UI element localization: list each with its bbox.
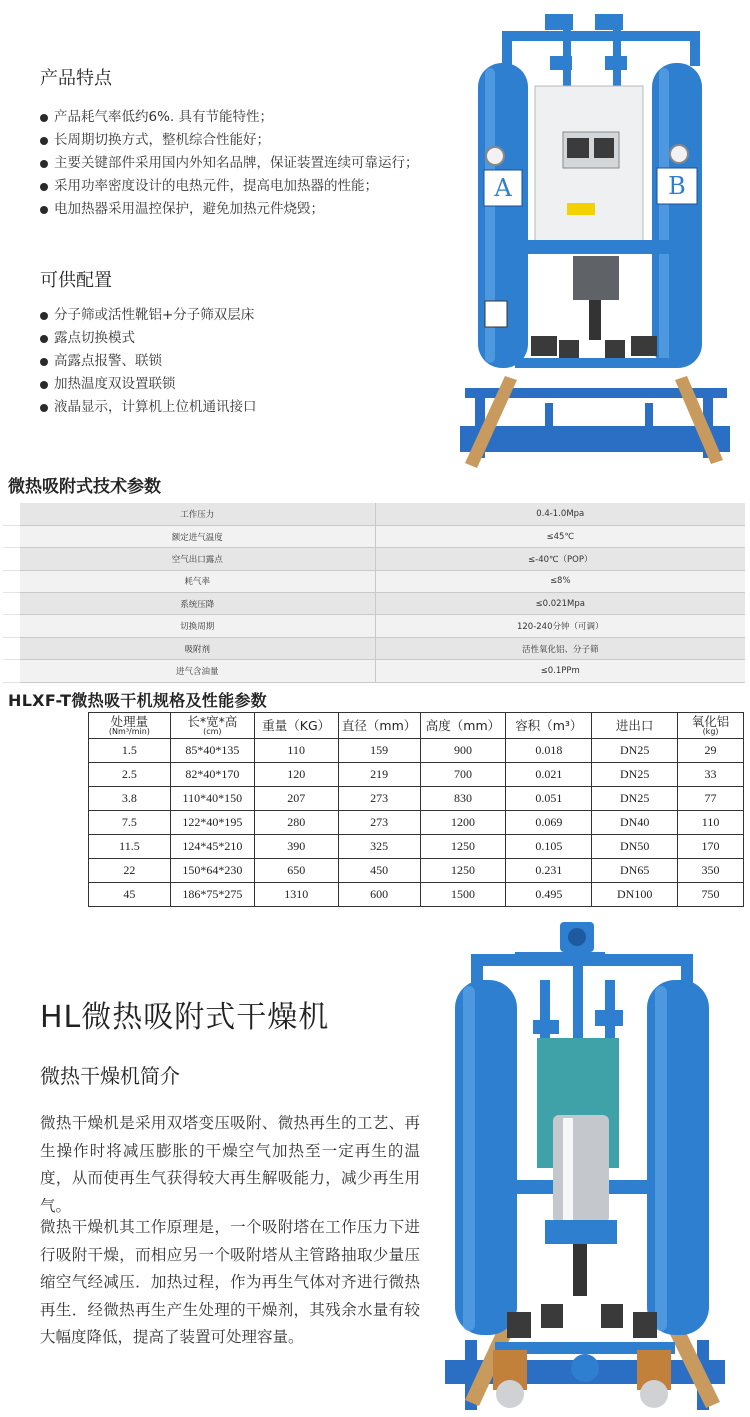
table-cell: 85*40*135 — [170, 739, 254, 763]
dryer-photo-top — [455, 8, 747, 478]
features-title: 产品特点 — [40, 68, 112, 89]
table-cell: 390 — [254, 835, 338, 859]
table-row — [89, 787, 744, 811]
param-value: 活性氧化铝、分子筛 — [375, 637, 745, 659]
table-cell: DN50 — [592, 835, 678, 859]
table-row — [89, 835, 744, 859]
tower-b-label: B — [668, 172, 686, 200]
config-list — [40, 304, 257, 419]
table-row — [3, 548, 745, 570]
table-row — [89, 739, 744, 763]
param-name: 空气出口露点 — [20, 548, 375, 570]
table-cell: 82*40*170 — [170, 763, 254, 787]
list-item: 采用功率密度设计的电热元件，提高电加热器的性能； — [40, 175, 419, 198]
table-cell: 700 — [420, 763, 506, 787]
config-title: 可供配置 — [40, 270, 112, 291]
hero-title: HL微热吸附式干燥机 — [40, 1000, 330, 1035]
table-cell: 0.069 — [506, 811, 592, 835]
table-cell: 2.5 — [89, 763, 171, 787]
table-row — [89, 859, 744, 883]
dryer-photo-bottom — [425, 920, 747, 1410]
table-cell: 600 — [338, 883, 420, 907]
table-cell: 122*40*195 — [170, 811, 254, 835]
table-row — [3, 637, 745, 659]
table-cell: DN65 — [592, 859, 678, 883]
table-cell: 0.231 — [506, 859, 592, 883]
param-value: ≤45℃ — [375, 525, 745, 547]
table-cell: 273 — [338, 811, 420, 835]
col-header: 氧化铝 (kg) — [678, 713, 744, 739]
param-name: 切换周期 — [20, 615, 375, 637]
list-item: 长周期切换方式，整机综合性能好； — [40, 129, 419, 152]
table-cell: 1250 — [420, 859, 506, 883]
table-cell: DN100 — [592, 883, 678, 907]
table-cell: 830 — [420, 787, 506, 811]
features-list — [40, 106, 419, 221]
params-table — [3, 503, 745, 683]
list-item: 高露点报警、联锁 — [40, 350, 257, 373]
col-header: 处理量 (Nm³/min) — [89, 713, 171, 739]
list-item: 加热温度双设置联锁 — [40, 373, 257, 396]
table-cell: DN25 — [592, 787, 678, 811]
table-cell: 1200 — [420, 811, 506, 835]
table-cell: 0.018 — [506, 739, 592, 763]
param-name: 吸附剂 — [20, 637, 375, 659]
table-cell: 0.495 — [506, 883, 592, 907]
table-cell: 7.5 — [89, 811, 171, 835]
list-item: 产品耗气率低约6%. 具有节能特性； — [40, 106, 419, 129]
table-row — [3, 615, 745, 637]
table-cell: 325 — [338, 835, 420, 859]
table-cell: 150*64*230 — [170, 859, 254, 883]
param-value: 0.4-1.0Mpa — [375, 503, 745, 525]
intro-title: 微热干燥机简介 — [40, 1064, 180, 1088]
col-header: 直径（mm） — [338, 713, 420, 739]
table-cell: 3.8 — [89, 787, 171, 811]
param-value: 120-240分钟（可调） — [375, 615, 745, 637]
tower-a-label: A — [494, 174, 512, 202]
table-row — [3, 593, 745, 615]
table-cell: 1500 — [420, 883, 506, 907]
list-item: 分子筛或活性靴铝+分子筛双层床 — [40, 304, 257, 327]
table-cell: DN40 — [592, 811, 678, 835]
col-header: 重量（KG） — [254, 713, 338, 739]
table-cell: 186*75*275 — [170, 883, 254, 907]
table-cell: 1250 — [420, 835, 506, 859]
table-cell: 0.051 — [506, 787, 592, 811]
table-cell: 110 — [678, 811, 744, 835]
table-cell: 45 — [89, 883, 171, 907]
param-name: 工作压力 — [20, 503, 375, 525]
spec-table — [88, 712, 744, 907]
table-cell: 33 — [678, 763, 744, 787]
list-item: 主要关键部件采用国内外知名品牌，保证装置连续可靠运行； — [40, 152, 419, 175]
col-header: 容积（m³） — [506, 713, 592, 739]
table-row — [3, 503, 745, 525]
table-cell: 77 — [678, 787, 744, 811]
table-cell: 110 — [254, 739, 338, 763]
params-title: 微热吸附式技术参数 — [8, 477, 161, 497]
spec-title: HLXF-T微热吸干机规格及性能参数 — [8, 691, 267, 710]
list-item: 液晶显示，计算机上位机通讯接口 — [40, 396, 257, 419]
table-cell: 273 — [338, 787, 420, 811]
table-row — [3, 660, 745, 682]
table-cell: 280 — [254, 811, 338, 835]
table-row — [89, 811, 744, 835]
param-value: ≤-40℃（POP） — [375, 548, 745, 570]
col-header: 长*宽*高 (cm) — [170, 713, 254, 739]
table-row — [3, 525, 745, 547]
intro-paragraph-1: 微热干燥机是采用双塔变压吸附、微热再生的工艺、再生操作时将减压膨胀的干燥空气加热至一定再生的温度，从而使再生气获得较大再生解吸能力，减少再生用气。 — [40, 1114, 420, 1215]
table-cell: 22 — [89, 859, 171, 883]
table-cell: 159 — [338, 739, 420, 763]
param-name: 额定进气温度 — [20, 525, 375, 547]
param-value: ≤8% — [375, 570, 745, 592]
table-cell: 0.021 — [506, 763, 592, 787]
table-row — [89, 883, 744, 907]
param-name: 系统压降 — [20, 593, 375, 615]
table-cell: 450 — [338, 859, 420, 883]
table-cell: 219 — [338, 763, 420, 787]
table-cell: 350 — [678, 859, 744, 883]
table-cell: 1.5 — [89, 739, 171, 763]
list-item: 露点切换模式 — [40, 327, 257, 350]
table-cell: DN25 — [592, 763, 678, 787]
table-header-row — [89, 713, 744, 739]
table-cell: 900 — [420, 739, 506, 763]
col-header: 进出口 — [592, 713, 678, 739]
table-cell: 170 — [678, 835, 744, 859]
table-cell: 1310 — [254, 883, 338, 907]
table-cell: 110*40*150 — [170, 787, 254, 811]
table-cell: 650 — [254, 859, 338, 883]
col-header: 高度（mm） — [420, 713, 506, 739]
table-row — [3, 570, 745, 592]
intro-paragraph-2: 微热干燥机其工作原理是，一个吸附塔在工作压力下进行吸附干燥，而相应另一个吸附塔从主管路抽取少量压缩空气经减压．加热过程，作为再生气体对齐进行微热再生．经微热再生产生处理的干燥剂，其残余水量有较大幅度降低，提高了装置可处理容量。 — [40, 1218, 420, 1346]
param-name: 耗气率 — [20, 570, 375, 592]
list-item: 电加热器采用温控保护，避免加热元件烧毁； — [40, 198, 419, 221]
table-cell: 120 — [254, 763, 338, 787]
table-cell: 750 — [678, 883, 744, 907]
param-value: ≤0.021Mpa — [375, 593, 745, 615]
table-cell: 29 — [678, 739, 744, 763]
param-value: ≤0.1PPm — [375, 660, 745, 682]
table-cell: 124*45*210 — [170, 835, 254, 859]
table-cell: DN25 — [592, 739, 678, 763]
param-name: 进气含油量 — [20, 660, 375, 682]
table-row — [89, 763, 744, 787]
table-cell: 11.5 — [89, 835, 171, 859]
table-cell: 207 — [254, 787, 338, 811]
table-cell: 0.105 — [506, 835, 592, 859]
